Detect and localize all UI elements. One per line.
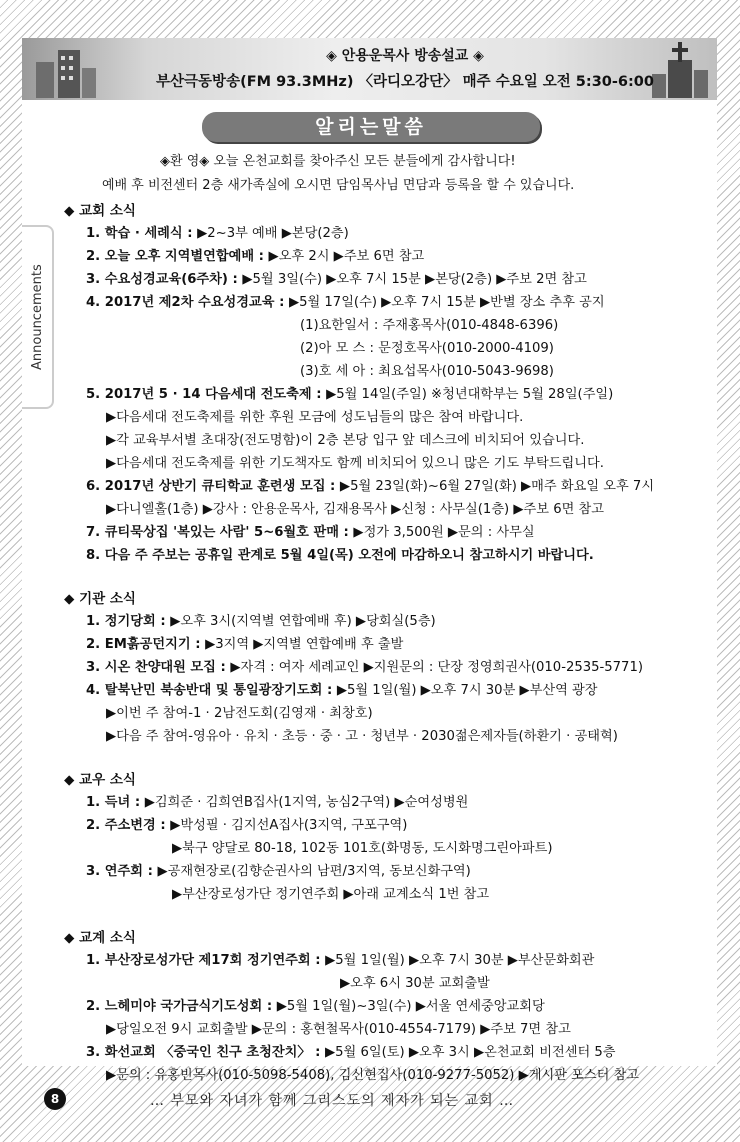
list-item: 4. 2017년 제2차 수요성경교육 : ▶5월 17일(수) ▶오후 7시 15분 ▶반별 장소 추후 공지	[86, 295, 605, 310]
list-subitem: ▶오후 6시 30분 교회출발	[340, 976, 490, 991]
list-item: 1. 정기당회 : ▶오후 3시(지역별 연합예배 후) ▶당회실(5층)	[86, 614, 436, 629]
list-item: 1. 득녀 : ▶김희준 · 김희연B집사(1지역, 농심2구역) ▶순여성병원	[86, 795, 469, 810]
list-subitem: ▶다니엘홀(1층) ▶강사 : 안용운목사, 김재용목사 ▶신청 : 사무실(1층) ▶주보 6면 참고	[106, 502, 605, 517]
section-heading-members: ◆ 교우 소식	[64, 772, 136, 788]
page-number: 8	[44, 1088, 66, 1110]
footer-motto: … 부모와 자녀가 함께 그리스도의 제자가 되는 교회 …	[150, 1093, 515, 1109]
list-item: 6. 2017년 상반기 큐티학교 훈련생 모집 : ▶5월 23일(화)~6월 27일(화) ▶매주 화요일 오후 7시	[86, 479, 655, 494]
list-item: 2. 느헤미야 국가금식기도성회 : ▶5월 1일(월)~3일(수) ▶서울 연세중앙교회당	[86, 999, 545, 1014]
list-subitem: ▶문의 : 유홍빈목사(010-5098-5408), 김신현집사(010-9277-5052) ▶게시판 포스터 참고	[106, 1068, 640, 1083]
section-heading-church: ◆ 교회 소식	[64, 203, 136, 219]
section-heading-org: ◆ 기관 소식	[64, 591, 136, 607]
list-subitem: ▶각 교육부서별 초대장(전도명함)이 2층 본당 입구 앞 데스크에 비치되어 있습니다.	[106, 433, 585, 448]
welcome-line-2: 예배 후 비전센터 2층 새가족실에 오시면 담임목사님 면담과 등록을 할 수 있습니다.	[102, 178, 575, 193]
broadcast-schedule: 부산극동방송(FM 93.3MHz) 〈라디오강단〉 매주 수요일 오전 5:30-6:00	[156, 74, 654, 90]
announcement-content	[64, 200, 704, 1087]
list-item: 8. 다음 주 주보는 공휴일 관계로 5월 4일(목) 오전에 마감하오니 참고하시기 바랍니다.	[86, 548, 594, 563]
list-item: 7. 큐티묵상집 '복있는 사람' 5~6월호 판매 : ▶정가 3,500원 ▶문의 : 사무실	[86, 525, 535, 540]
list-item: 2. EM흙공던지기 : ▶3지역 ▶지역별 연합예배 후 출발	[86, 637, 404, 652]
side-label: Announcements	[30, 264, 45, 370]
broadcast-title: ◈ 안용운목사 방송설교 ◈	[326, 48, 484, 64]
class-item: (2)아 모 스 : 문정호목사(010-2000-4109)	[300, 341, 554, 356]
list-subitem: ▶당일오전 9시 교회출발 ▶문의 : 홍현철목사(010-4554-7179) ▶주보 7면 참고	[106, 1022, 571, 1037]
list-item: 2. 오늘 오후 지역별연합예배 : ▶오후 2시 ▶주보 6면 참고	[86, 249, 425, 264]
list-item: 1. 학습 · 세례식 : ▶2~3부 예배 ▶본당(2층)	[86, 226, 349, 241]
page-title: 알리는말씀	[315, 116, 427, 138]
list-item: 3. 수요성경교육(6주차) : ▶5월 3일(수) ▶오후 7시 15분 ▶본당(2층) ▶주보 2면 참고	[86, 272, 587, 287]
list-subitem: ▶다음세대 전도축제를 위한 기도책자도 함께 비치되어 있으니 많은 기도 부탁드립니다.	[106, 456, 604, 471]
class-item: (1)요한일서 : 주재홍목사(010-4848-6396)	[300, 318, 559, 333]
list-item: 3. 연주회 : ▶공재현장로(김향순권사의 남편/3지역, 동보신화구역)	[86, 864, 471, 879]
list-item: 4. 탈북난민 북송반대 및 통일광장기도회 : ▶5월 1일(월) ▶오후 7시 30분 ▶부산역 광장	[86, 683, 598, 698]
section-heading-wider: ◆ 교계 소식	[64, 930, 136, 946]
list-item: 3. 화선교회 〈중국인 친구 초청잔치〉 : ▶5월 6일(토) ▶오후 3시 ▶온천교회 비전센터 5층	[86, 1045, 616, 1060]
class-item: (3)호 세 아 : 최요섭목사(010-5043-9698)	[300, 364, 554, 379]
list-item: 2. 주소변경 : ▶박성필 · 김지선A집사(3지역, 구포구역)	[86, 818, 408, 833]
list-item: 3. 시온 찬양대원 모집 : ▶자격 : 여자 세례교인 ▶지원문의 : 단장 정영희권사(010-2535-5771)	[86, 660, 643, 675]
list-item: 1. 부산장로성가단 제17회 정기연주회 : ▶5월 1일(월) ▶오후 7시 30분 ▶부산문화회관	[86, 953, 595, 968]
list-item: 5. 2017년 5 · 14 다음세대 전도축제 : ▶5월 14일(주일) ※청년대학부는 5월 28일(주일)	[86, 387, 614, 402]
list-subitem: ▶북구 양달로 80-18, 102동 101호(화명동, 도시화명그린아파트)	[172, 841, 553, 856]
list-subitem: ▶부산장로성가단 정기연주회 ▶아래 교계소식 1번 참고	[172, 887, 490, 902]
list-subitem: ▶다음 주 참여-영유아 · 유치 · 초등 · 중 · 고 · 청년부 · 2030젊은제자들(하환기 · 공태혁)	[106, 729, 618, 744]
building-illustration-icon	[30, 42, 100, 98]
list-subitem: ▶이번 주 참여-1 · 2남전도회(김영재 · 최창호)	[106, 706, 373, 721]
list-subitem: ▶다음세대 전도축제를 위한 후원 모금에 성도님들의 많은 참여 바랍니다.	[106, 410, 524, 425]
welcome-line-1: ◈환 영◈ 오늘 온천교회를 찾아주신 모든 분들에게 감사합니다!	[160, 154, 516, 169]
announcements-title-box	[202, 112, 540, 142]
